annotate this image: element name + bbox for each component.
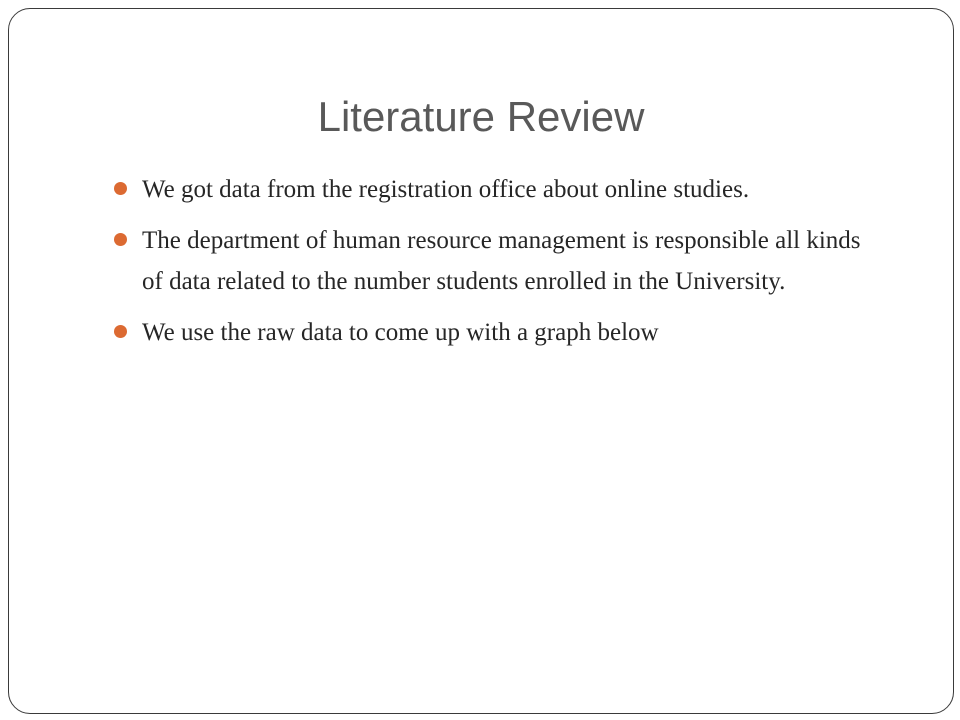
bullet-list	[107, 169, 887, 363]
bullet-text: The department of human resource management is responsible all kinds of data related to the number students enrolled in the University.	[142, 227, 861, 295]
bullet-dot-icon	[114, 182, 127, 195]
bullet-item	[107, 312, 887, 353]
bullet-text: We got data from the registration office about online studies.	[142, 176, 750, 203]
bullet-item	[107, 169, 887, 210]
slide-title: Literature Review	[317, 93, 645, 140]
slide	[8, 8, 954, 714]
bullet-text: We use the raw data to come up with a graph below	[142, 319, 659, 346]
bullet-dot-icon	[114, 325, 127, 338]
bullet-dot-icon	[114, 233, 127, 246]
bullet-item	[107, 220, 887, 302]
